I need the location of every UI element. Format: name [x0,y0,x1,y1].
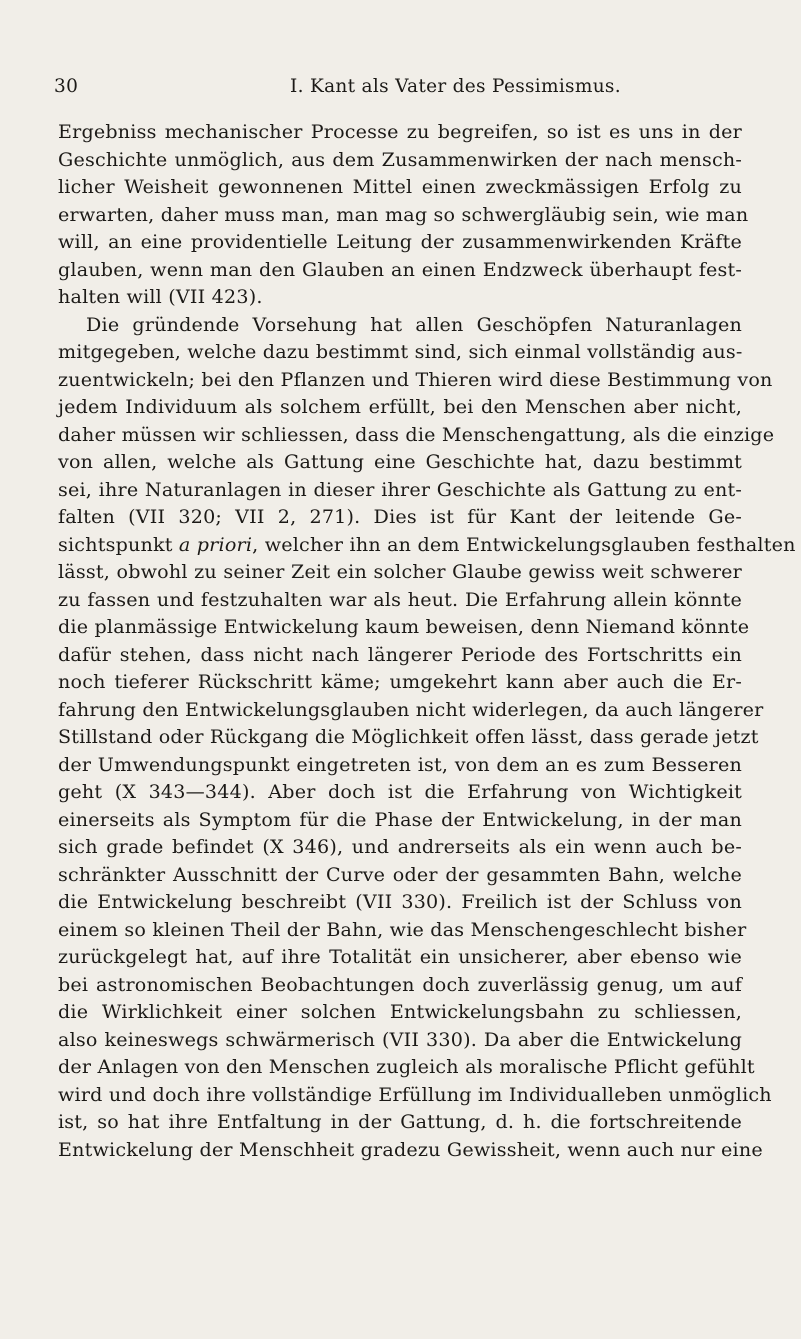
text-line: wird und doch ihre vollständige Erfüllung im Individualleben unmöglich [58,1082,772,1106]
text-line: zurückgelegt hat, auf ihre Totalität ein unsicherer, aber ebenso wie [58,945,742,968]
text-line: dafür stehen, dass nicht nach längerer Periode des Fortschritts ein [58,642,742,666]
text-line: ist, so hat ihre Entfaltung in der Gattung, d. h. die fortschreitende [58,1110,742,1133]
text-line: licher Weisheit gewonnenen Mittel einen zweckmässigen Erfolg zu [58,175,742,198]
text-line: sei, ihre Naturanlagen in dieser ihrer Geschichte als Gattung zu ent- [58,477,742,501]
text-line: noch tieferer Rückschritt käme; umgekehrt kann aber auch die Er- [58,670,742,693]
text-line: der Umwendungspunkt eingetreten ist, von dem an es zum Besseren [58,752,742,776]
text-line: sich grade befindet (X 346), und andrerseits als ein wenn auch be- [58,835,742,858]
body-text [58,118,796,1163]
running-title: I. Kant als Vater des Pessimismus. [290,76,621,97]
text-line: halten will (VII 423). [58,285,263,308]
text-line: Entwickelung der Menschheit gradezu Gewissheit, wenn auch nur eine [58,1137,763,1161]
text-line: von allen, welche als Gattung eine Geschichte hat, dazu bestimmt [58,450,742,473]
text-line: also keineswegs schwärmerisch (VII 330). Da aber die Entwickelung [58,1027,742,1051]
text-line: zuentwickeln; bei den Pflanzen und Thieren wird diese Bestimmung von [58,367,773,391]
text-line: mitgegeben, welche dazu bestimmt sind, sich einmal vollständig aus- [58,340,743,363]
text-line: erwarten, daher muss man, man mag so schwergläubig sein, wie man [58,202,749,226]
text-line: die planmässige Entwickelung kaum beweisen, denn Niemand könnte [58,615,750,638]
text-line: glauben, wenn man den Glauben an einen Endzweck überhaupt fest- [58,257,742,281]
text-line: Ergebniss mechanischer Processe zu begreifen, so ist es uns in der [58,120,742,143]
text-line: fahrung den Entwickelungsglauben nicht widerlegen, da auch längerer [58,697,764,721]
text-line: schränkter Ausschnitt der Curve oder der gesammten Bahn, welche [58,862,742,886]
text-line: bei astronomischen Beobachtungen doch zuverlässig genug, um auf [58,972,742,996]
text-line: geht (X 343—344). Aber doch ist die Erfahrung von Wichtigkeit [58,780,742,803]
text-line: lässt, obwohl zu seiner Zeit ein solcher Glaube gewiss weit schwerer [58,560,742,583]
text-line: Stillstand oder Rückgang die Möglichkeit offen lässt, dass gerade jetzt [58,725,759,748]
text-line: falten (VII 320; VII 2, 271). Dies ist für Kant der leitende Ge- [58,505,742,528]
text-line: zu fassen und festzuhalten war als heut. Die Erfahrung allein könnte [58,587,742,611]
paragraph-start-line: Die gründende Vorsehung hat allen Geschöpfen Naturanlagen [86,312,742,336]
text-line: die Wirklichkeit einer solchen Entwickelungsbahn zu schliessen, [58,1000,742,1023]
text-line: sichtspunkt a priori, welcher ihn an dem Entwickelungsglauben festhalten [58,532,796,556]
text-line: Geschichte unmöglich, aus dem Zusammenwirken der nach mensch- [58,147,742,171]
text-line: einem so kleinen Theil der Bahn, wie das Menschengeschlecht bisher [58,917,747,941]
text-line: will, an eine providentielle Leitung der zusammenwirkenden Kräfte [58,230,742,253]
text-line: einerseits als Symptom für die Phase der Entwickelung, in der man [58,807,742,831]
page-number: 30 [54,76,79,97]
text-line: der Anlagen von den Menschen zugleich als moralische Pflicht gefühlt [58,1055,755,1078]
text-line: daher müssen wir schliessen, dass die Menschengattung, als die einzige [58,422,775,446]
text-line: jedem Individuum als solchem erfüllt, bei den Menschen aber nicht, [58,395,742,418]
page-header [54,76,754,100]
text-line: die Entwickelung beschreibt (VII 330). Freilich ist der Schluss von [58,890,742,913]
